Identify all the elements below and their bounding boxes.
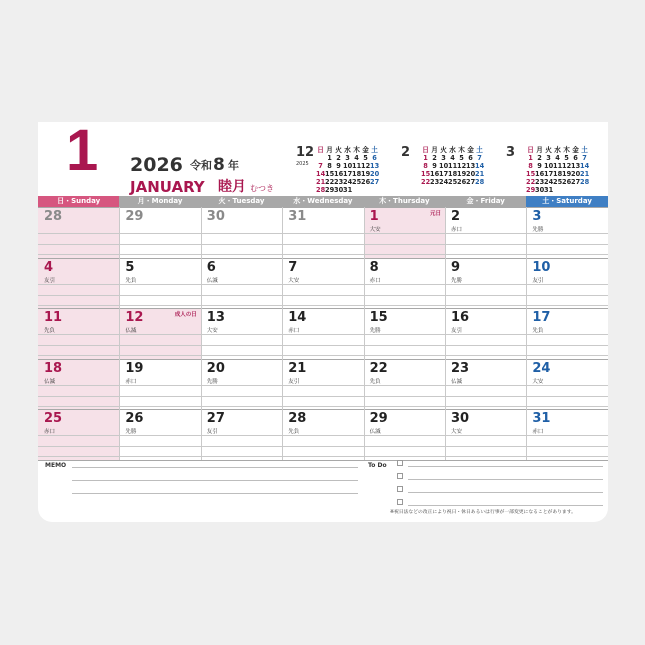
mini-day: 2 — [537, 154, 542, 162]
day-number: 15 — [369, 310, 388, 326]
mini-day: 6 — [468, 154, 473, 162]
month-number: 1 — [66, 118, 99, 183]
mini-weekday-label: 金 — [572, 146, 579, 154]
rokuyo-label: 友引 — [532, 277, 544, 284]
writing-line — [38, 334, 608, 335]
row-separator — [38, 308, 608, 309]
memo-line — [72, 467, 358, 468]
mini-day: 7 — [582, 154, 587, 162]
day-number: 20 — [206, 360, 225, 376]
day-number: 23 — [451, 360, 470, 376]
mini-day: 3 — [345, 154, 350, 162]
mini-day: 13 — [571, 162, 581, 170]
mini-day: 17 — [343, 170, 353, 178]
mini-day: 18 — [448, 170, 458, 178]
mini-day: 24 — [544, 178, 554, 186]
mini-weekday-label: 土 — [476, 146, 483, 154]
mini-day: 14 — [316, 170, 326, 178]
mini-day: 20 — [370, 170, 380, 178]
mini-day: 27 — [466, 178, 476, 186]
mini-day: 21 — [580, 170, 590, 178]
column-separator — [119, 207, 120, 460]
mini-day: 15 — [421, 170, 431, 178]
mini-day: 24 — [343, 178, 353, 186]
mini-day: 7 — [318, 162, 323, 170]
mini-weekday-label: 木 — [563, 146, 570, 154]
mini-day: 8 — [528, 162, 533, 170]
mini-weekday-label: 金 — [362, 146, 369, 154]
mini-weekday-label: 火 — [545, 146, 552, 154]
weekday-header-1: 月・Monday — [119, 196, 200, 207]
rokuyo-label: 赤口 — [532, 429, 544, 436]
writing-line — [38, 435, 608, 436]
mini-day: 17 — [439, 170, 449, 178]
mini-day: 1 — [423, 154, 428, 162]
day-number: 21 — [288, 360, 307, 376]
todo-line — [408, 479, 603, 480]
column-separator — [526, 207, 527, 460]
mini-day: 8 — [327, 162, 332, 170]
rokuyo-label: 赤口 — [451, 227, 463, 233]
day-number: 29 — [369, 411, 388, 427]
mini-weekday-label: 月 — [431, 146, 438, 154]
rokuyo-label: 大安 — [288, 277, 300, 284]
mini-day: 16 — [535, 170, 545, 178]
mini-day: 6 — [573, 154, 578, 162]
mini-day: 10 — [544, 162, 554, 170]
day-number: 24 — [532, 360, 551, 376]
rokuyo-label: 先負 — [532, 328, 544, 335]
mini-day: 20 — [466, 170, 476, 178]
mini-weekday-label: 月 — [326, 146, 333, 154]
grid-bottom-line — [38, 460, 608, 461]
day-number: 9 — [451, 259, 461, 275]
year-label: 2026 — [130, 154, 183, 176]
todo-line — [408, 492, 603, 493]
mini-day: 23 — [430, 178, 440, 186]
row-separator — [38, 409, 608, 410]
mini-day: 22 — [526, 178, 536, 186]
mini-day: 23 — [334, 178, 344, 186]
calendar-sheet — [38, 118, 608, 522]
mini-day: 3 — [546, 154, 551, 162]
mini-month-number: 3 — [506, 145, 516, 160]
mini-day: 22 — [421, 178, 431, 186]
mini-day: 22 — [325, 178, 335, 186]
mini-weekday-label: 日 — [317, 146, 324, 154]
mini-day: 24 — [439, 178, 449, 186]
mini-day: 23 — [535, 178, 545, 186]
rokuyo-label: 友引 — [451, 328, 463, 335]
day-number: 31 — [288, 209, 307, 224]
rokuyo-label: 赤口 — [288, 328, 300, 335]
mini-day: 11 — [553, 162, 563, 170]
mini-day: 30 — [535, 186, 545, 194]
rokuyo-label: 仏滅 — [44, 378, 56, 385]
rokuyo-label: 先勝 — [532, 227, 544, 233]
era-year: 8 — [213, 155, 225, 175]
mini-day: 27 — [370, 178, 380, 186]
day-number: 7 — [288, 259, 298, 275]
mini-day: 4 — [450, 154, 455, 162]
weekday-header-5: 金・Friday — [445, 196, 526, 207]
column-separator — [364, 207, 365, 460]
rokuyo-label: 仏滅 — [206, 277, 218, 284]
era-suffix: 年 — [228, 159, 239, 172]
mini-day: 15 — [526, 170, 536, 178]
day-number: 27 — [206, 411, 225, 427]
day-number: 13 — [206, 310, 225, 326]
day-number: 4 — [44, 259, 54, 275]
writing-line — [38, 305, 608, 306]
mini-weekday-label: 土 — [371, 146, 378, 154]
writing-line — [38, 233, 608, 234]
rokuyo-label: 先勝 — [369, 328, 381, 335]
japanese-month-reading: むつき — [250, 184, 274, 193]
mini-day: 1 — [528, 154, 533, 162]
day-number: 31 — [532, 411, 551, 427]
rokuyo-label: 大安 — [532, 378, 544, 385]
day-number: 30 — [451, 411, 470, 427]
mini-day: 14 — [580, 162, 590, 170]
writing-line — [38, 345, 608, 346]
mini-day: 25 — [553, 178, 563, 186]
mini-day: 4 — [555, 154, 560, 162]
mini-day: 25 — [352, 178, 362, 186]
rokuyo-label: 友引 — [288, 378, 300, 385]
mini-weekday-label: 日 — [422, 146, 429, 154]
mini-day: 3 — [441, 154, 446, 162]
day-number: 28 — [288, 411, 307, 427]
row-separator — [38, 258, 608, 259]
day-number: 22 — [369, 360, 388, 376]
mini-day: 6 — [372, 154, 377, 162]
day-number: 12 — [125, 310, 144, 326]
mini-day: 12 — [457, 162, 467, 170]
mini-day: 16 — [334, 170, 344, 178]
rokuyo-label: 先勝 — [206, 378, 218, 385]
column-separator — [445, 207, 446, 460]
mini-day: 7 — [477, 154, 482, 162]
mini-month-number: 12 — [296, 145, 315, 160]
rokuyo-label: 先勝 — [125, 429, 137, 436]
mini-day: 21 — [475, 170, 485, 178]
todo-checkbox[interactable] — [397, 460, 403, 466]
weekday-header-6: 土・Saturday — [526, 196, 607, 207]
rokuyo-label: 仏滅 — [451, 378, 463, 385]
mini-weekday-label: 木 — [353, 146, 360, 154]
mini-day: 19 — [562, 170, 572, 178]
holiday-label: 成人の日 — [174, 312, 197, 319]
mini-day: 16 — [430, 170, 440, 178]
day-number: 3 — [532, 209, 542, 224]
mini-day: 21 — [316, 178, 326, 186]
mini-day: 11 — [352, 162, 362, 170]
mini-day: 31 — [343, 186, 353, 194]
mini-weekday-label: 日 — [527, 146, 534, 154]
todo-checkbox[interactable] — [397, 486, 403, 492]
day-number: 10 — [532, 259, 551, 275]
rokuyo-label: 赤口 — [44, 429, 56, 436]
mini-day: 12 — [361, 162, 371, 170]
english-month: JANUARY — [130, 178, 205, 196]
writing-line — [38, 244, 608, 245]
day-number: 25 — [44, 411, 63, 427]
writing-line — [38, 355, 608, 356]
mini-weekday-label: 火 — [335, 146, 342, 154]
rokuyo-label: 友引 — [44, 277, 56, 284]
mini-day: 25 — [448, 178, 458, 186]
day-number: 28 — [44, 209, 63, 224]
day-number: 29 — [125, 209, 144, 224]
mini-day: 26 — [562, 178, 572, 186]
mini-day: 8 — [423, 162, 428, 170]
mini-weekday-label: 水 — [344, 146, 351, 154]
day-number: 17 — [532, 310, 551, 326]
rokuyo-label: 仏滅 — [125, 328, 137, 335]
mini-day: 14 — [475, 162, 485, 170]
rokuyo-label: 仏滅 — [369, 429, 381, 436]
day-number: 6 — [206, 259, 216, 275]
mini-day: 2 — [336, 154, 341, 162]
weekday-header-4: 木・Thursday — [364, 196, 445, 207]
rokuyo-label: 先負 — [369, 378, 381, 385]
mini-day: 2 — [432, 154, 437, 162]
mini-day: 28 — [475, 178, 485, 186]
day-number: 8 — [369, 259, 379, 275]
mini-day: 9 — [432, 162, 437, 170]
mini-weekday-label: 金 — [467, 146, 474, 154]
holiday-label: 元日 — [429, 211, 441, 217]
mini-day: 10 — [439, 162, 449, 170]
writing-line — [38, 385, 608, 386]
mini-day: 5 — [459, 154, 464, 162]
rokuyo-label: 大安 — [451, 429, 463, 436]
mini-weekday-label: 土 — [581, 146, 588, 154]
writing-line — [38, 284, 608, 285]
mini-month-number: 2 — [401, 145, 411, 160]
day-number: 30 — [206, 209, 225, 224]
mini-day: 26 — [457, 178, 467, 186]
rokuyo-label: 先負 — [44, 328, 56, 335]
japanese-month: 睦月 — [218, 179, 246, 195]
mini-day: 5 — [363, 154, 368, 162]
todo-label: To Do — [368, 462, 387, 469]
mini-day: 10 — [343, 162, 353, 170]
mini-day: 11 — [448, 162, 458, 170]
column-separator — [201, 207, 202, 460]
mini-day: 19 — [361, 170, 371, 178]
era-label: 令和 — [190, 159, 212, 172]
todo-checkbox[interactable] — [397, 499, 403, 505]
day-number: 14 — [288, 310, 307, 326]
rokuyo-label: 友引 — [206, 429, 218, 436]
mini-day: 28 — [316, 186, 326, 194]
mini-day: 19 — [457, 170, 467, 178]
day-number: 1 — [369, 209, 379, 224]
mini-day: 1 — [327, 154, 332, 162]
rokuyo-label: 先負 — [125, 277, 137, 284]
writing-line — [38, 456, 608, 457]
rokuyo-label: 先負 — [288, 429, 300, 436]
mini-day: 29 — [526, 186, 536, 194]
writing-line — [38, 396, 608, 397]
mini-weekday-label: 水 — [554, 146, 561, 154]
rokuyo-label: 大安 — [206, 328, 218, 335]
memo-line — [72, 480, 358, 481]
writing-line — [38, 295, 608, 296]
mini-day: 4 — [354, 154, 359, 162]
memo-label: MEMO — [45, 462, 67, 469]
mini-day: 18 — [352, 170, 362, 178]
mini-day: 9 — [336, 162, 341, 170]
mini-day: 15 — [325, 170, 335, 178]
rokuyo-label: 赤口 — [369, 277, 381, 284]
mini-day: 17 — [544, 170, 554, 178]
mini-day: 31 — [544, 186, 554, 194]
row-separator — [38, 359, 608, 360]
day-number: 18 — [44, 360, 63, 376]
mini-weekday-label: 木 — [458, 146, 465, 154]
mini-day: 9 — [537, 162, 542, 170]
rokuyo-label: 赤口 — [125, 378, 137, 385]
writing-line — [38, 254, 608, 255]
row-separator — [38, 207, 608, 208]
mini-weekday-label: 月 — [536, 146, 543, 154]
weekday-header-0: 日・Sunday — [38, 196, 119, 207]
weekday-header-3: 水・Wednesday — [282, 196, 363, 207]
mini-day: 28 — [580, 178, 590, 186]
rokuyo-label: 大安 — [369, 227, 381, 233]
column-separator — [282, 207, 283, 460]
writing-line — [38, 446, 608, 447]
footnote: ※祝日法などの改正により祝日・休日あるいは行事が一部変更になることがあります。 — [390, 510, 576, 515]
todo-checkbox[interactable] — [397, 473, 403, 479]
mini-day: 29 — [325, 186, 335, 194]
writing-line — [38, 406, 608, 407]
mini-day: 12 — [562, 162, 572, 170]
day-number: 19 — [125, 360, 144, 376]
mini-day: 18 — [553, 170, 563, 178]
todo-line — [408, 505, 603, 506]
mini-day: 13 — [466, 162, 476, 170]
mini-day: 13 — [370, 162, 380, 170]
mini-weekday-label: 火 — [440, 146, 447, 154]
mini-day: 26 — [361, 178, 371, 186]
day-number: 5 — [125, 259, 135, 275]
mini-day: 5 — [564, 154, 569, 162]
day-number: 26 — [125, 411, 144, 427]
day-number: 2 — [451, 209, 461, 224]
weekday-header-2: 火・Tuesday — [201, 196, 282, 207]
mini-weekday-label: 水 — [449, 146, 456, 154]
todo-line — [408, 466, 603, 467]
day-number: 16 — [451, 310, 470, 326]
rokuyo-label: 先勝 — [451, 277, 463, 284]
mini-day: 20 — [571, 170, 581, 178]
memo-line — [72, 493, 358, 494]
mini-day: 30 — [334, 186, 344, 194]
mini-year-label: 2025 — [296, 161, 309, 167]
mini-day: 27 — [571, 178, 581, 186]
day-number: 11 — [44, 310, 63, 326]
